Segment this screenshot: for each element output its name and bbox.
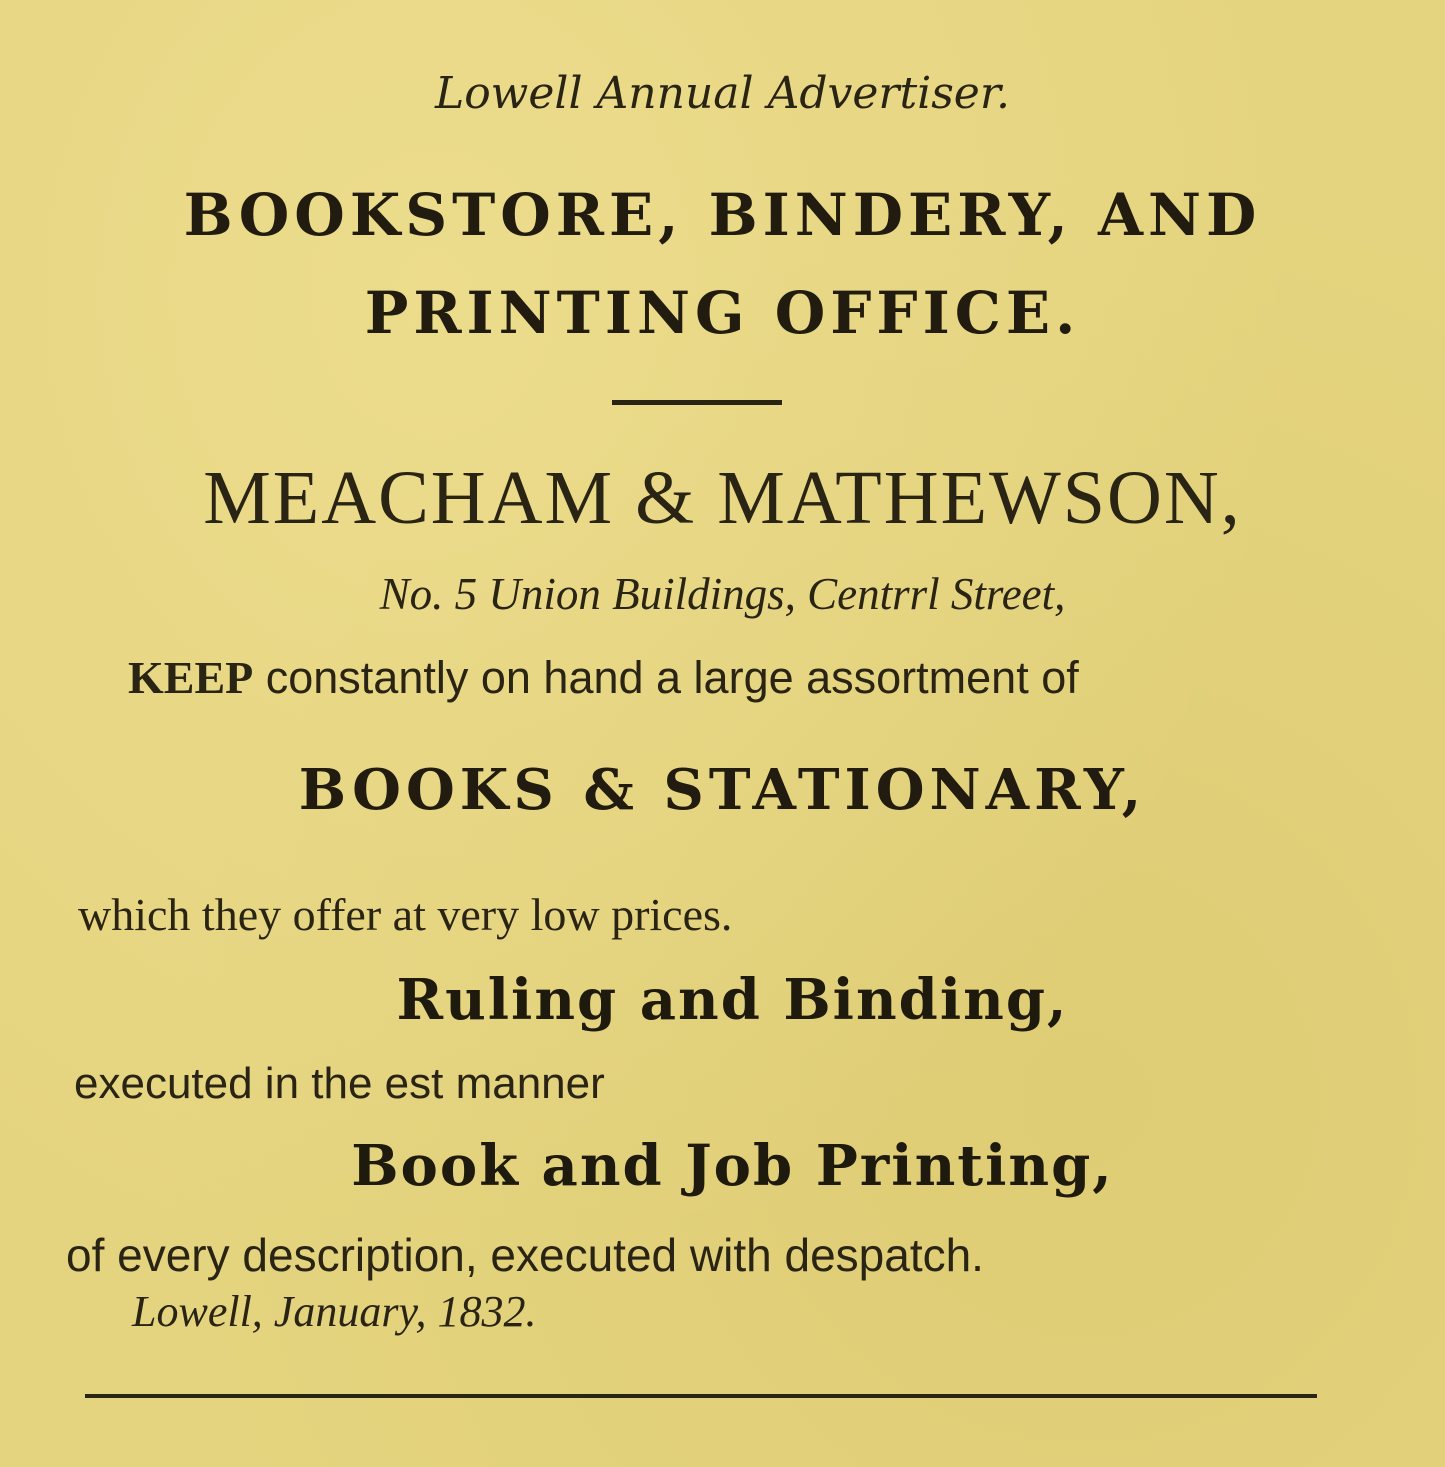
books-stationary-heading: BOOKS & STATIONARY, [298, 757, 1147, 823]
firm-name: MEACHAM & MATHEWSON, [203, 456, 1242, 540]
ruling-binding-heading: Ruling and Binding, [396, 967, 1069, 1033]
short-divider-rule [612, 400, 782, 405]
offer-text: which they offer at very low prices. [78, 889, 733, 940]
heading-line-2: PRINTING OFFICE. [364, 279, 1081, 347]
running-head: Lowell Annual Advertiser. [434, 68, 1011, 119]
firm-address: No. 5 Union Buildings, Centrrl Street, [379, 569, 1066, 619]
heading-line-1: BOOKSTORE, BINDERY, AND [183, 181, 1262, 249]
keep-statement [128, 652, 1079, 703]
keep-rest-text: constantly on hand a large assortment of [253, 652, 1079, 703]
book-job-printing-heading: Book and Job Printing, [351, 1133, 1114, 1199]
keep-lead-word: KEEP [128, 652, 254, 703]
every-description-text: of every description, executed with despatch. [66, 1229, 984, 1281]
dateline: Lowell, January, 1832. [132, 1287, 537, 1336]
bottom-divider-rule [85, 1394, 1317, 1398]
executed-text: executed in the est manner [74, 1059, 605, 1108]
